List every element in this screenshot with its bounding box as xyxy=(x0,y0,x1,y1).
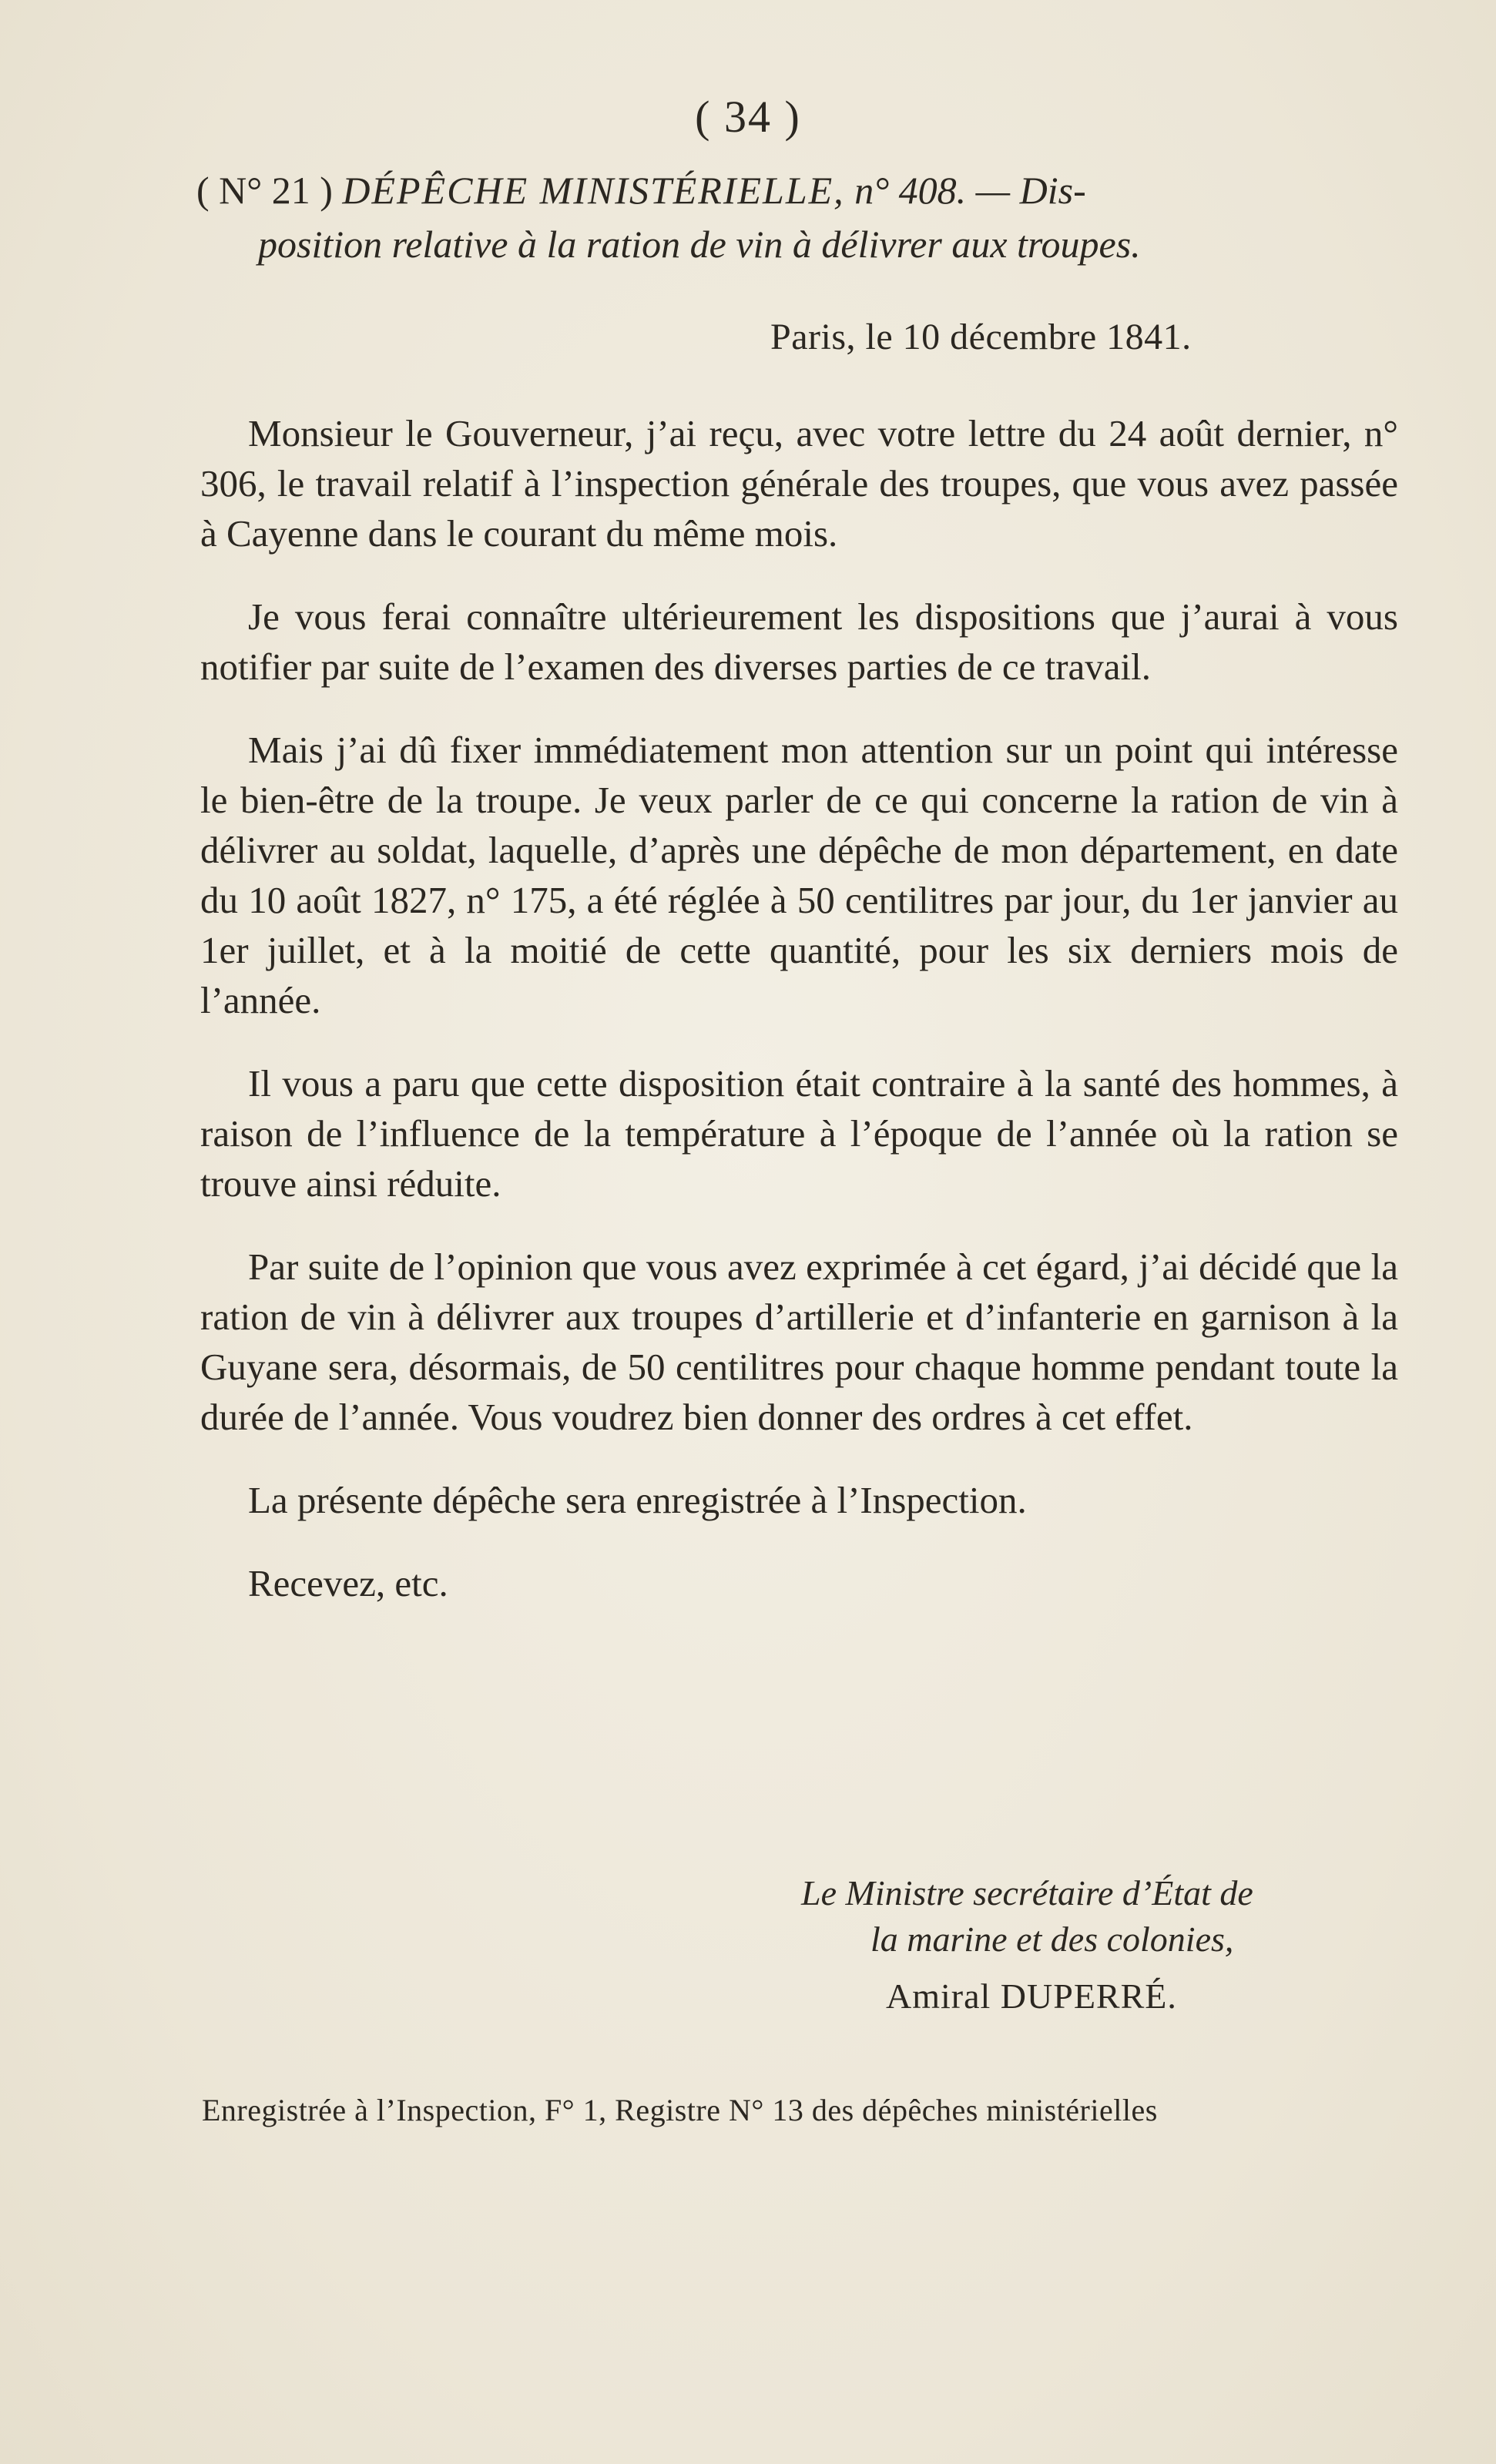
paragraph: Par suite de l’opinion que vous avez exprimée à cet égard, j’ai décidé que la ration de vin à délivrer aux troupes d’artillerie et d’infanterie en garnison à la Guyane sera, désormais, de 50 centilitres pour chaque homme pendant toute la durée de l’année. Vous voudrez bien donner des ordres à cet effet. xyxy=(200,1245,1398,1438)
dispatch-ref: n° 408. — Dis- xyxy=(854,169,1086,212)
paragraph: Il vous a paru que cette disposition était contraire à la santé des hommes, à raison de l’influence de la température à l’époque de l’année où la ration se trouve ainsi réduite. xyxy=(200,1062,1398,1205)
place-date: Paris, le 10 décembre 1841. xyxy=(770,317,1192,357)
paragraph: Je vous ferai connaître ultérieurement les dispositions que j’aurai à vous notifier par suite de l’examen des diverses parties de ce travail. xyxy=(200,595,1398,688)
paragraph: Monsieur le Gouverneur, j’ai reçu, avec votre lettre du 24 août dernier, n° 306, le travail relatif à l’inspection générale des troupes, que vous avez passée à Cayenne dans le courant du même mois. xyxy=(200,412,1398,555)
signature-title-line-1: Le Ministre secrétaire d’État de xyxy=(801,1873,1253,1913)
dispatch-subject: position relative à la ration de vin à délivrer aux troupes. xyxy=(258,223,1141,266)
paragraph: Mais j’ai dû fixer immédiatement mon attention sur un point qui intéresse le bien-être de la troupe. Je veux parler de ce qui concerne la ration de vin à délivrer au soldat, laquelle, d’après une dépêche de mon département, en date du 10 août 1827, n° 175, a été réglée à 50 centilitres par jour, du 1er janvier au 1er juillet, et à la moitié de cette quantité, pour les six derniers mois de l’année. xyxy=(200,729,1398,1021)
closing-formula: Recevez, etc. xyxy=(248,1562,448,1604)
dispatch-header xyxy=(196,163,1398,271)
paragraph: La présente dépêche sera enregistrée à l’Inspection. xyxy=(248,1479,1027,1521)
page-number: ( 34 ) xyxy=(695,92,801,142)
dispatch-title: DÉPÊCHE MINISTÉRIELLE, xyxy=(342,169,845,212)
registration-note: Enregistrée à l’Inspection, F° 1, Registre N° 13 des dépêches ministérielles xyxy=(202,2093,1158,2127)
header-line-1 xyxy=(196,163,1398,217)
dispatch-number: ( N° 21 ) xyxy=(196,169,333,212)
signature-title-line-2: la marine et des colonies, xyxy=(870,1919,1234,1959)
letter-body xyxy=(200,408,1398,1641)
signatory-name: Amiral DUPERRÉ. xyxy=(886,1976,1177,2016)
signature-block xyxy=(786,1870,1371,2020)
